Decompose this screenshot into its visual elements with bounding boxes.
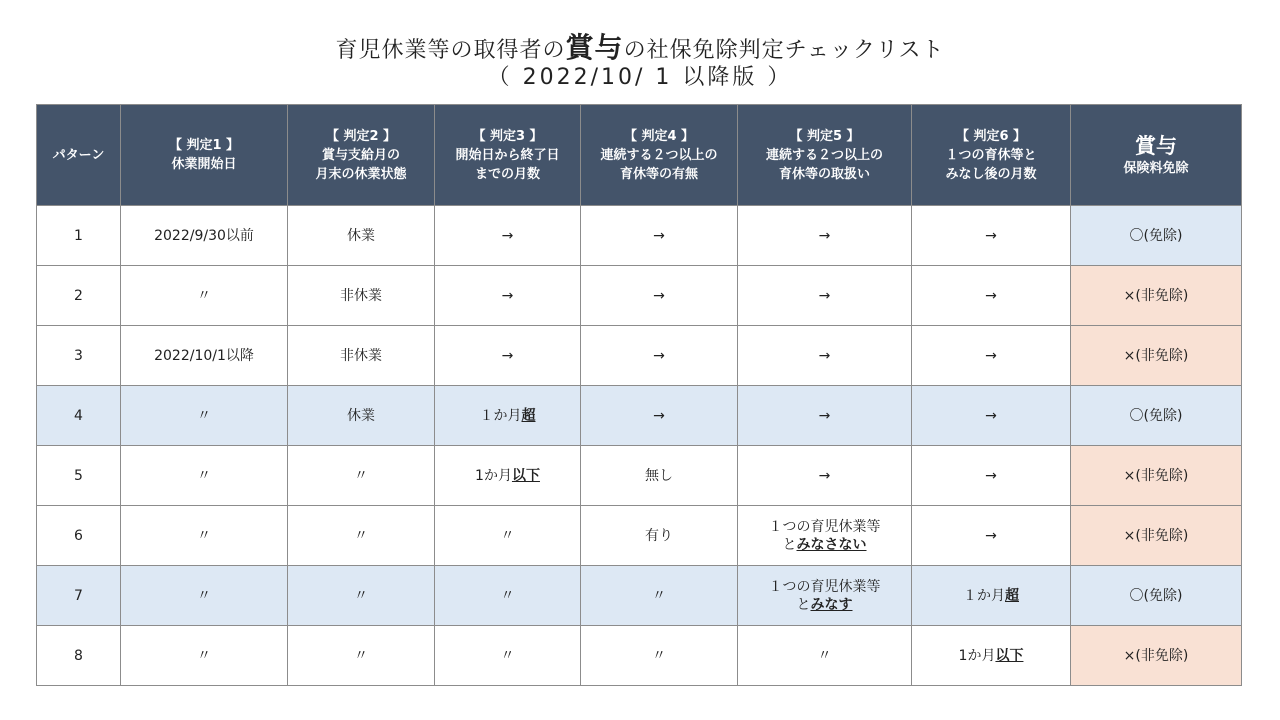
cell-j1: 〃: [121, 266, 288, 326]
cell-j6: 1か月以下: [912, 626, 1071, 686]
cell-j5: →: [738, 446, 912, 506]
cell-j3: 〃: [435, 506, 581, 566]
checklist-table: [36, 104, 1242, 686]
header-result: 賞与 保険料免除: [1071, 105, 1242, 206]
header-pattern: パターン: [37, 105, 121, 206]
cell-result: 〇(免除): [1071, 566, 1242, 626]
header-j4: 【 判定4 】 連続する２つ以上の 育休等の有無: [581, 105, 738, 206]
cell-j6: １か月超: [912, 566, 1071, 626]
cell-j6: →: [912, 326, 1071, 386]
cell-j1: 〃: [121, 386, 288, 446]
cell-j4: →: [581, 326, 738, 386]
table-row: [37, 206, 1242, 266]
cell-j2: 休業: [288, 206, 435, 266]
cell-pattern: 7: [37, 566, 121, 626]
cell-pattern: 6: [37, 506, 121, 566]
title-emphasis: 賞与: [565, 31, 624, 64]
header-j5: 【 判定5 】 連続する２つ以上の 育休等の取扱い: [738, 105, 912, 206]
title-prefix: 育児休業等の取得者の: [335, 38, 566, 63]
cell-result: ×(非免除): [1071, 626, 1242, 686]
cell-result: 〇(免除): [1071, 206, 1242, 266]
cell-j2: 非休業: [288, 266, 435, 326]
cell-j4: →: [581, 206, 738, 266]
table-row: [37, 566, 1242, 626]
header-j3: 【 判定3 】 開始日から終了日 までの月数: [435, 105, 581, 206]
cell-j2: 非休業: [288, 326, 435, 386]
cell-j3: →: [435, 326, 581, 386]
cell-j4: 〃: [581, 626, 738, 686]
cell-j4: →: [581, 386, 738, 446]
cell-pattern: 4: [37, 386, 121, 446]
cell-j2: 〃: [288, 566, 435, 626]
cell-j5: →: [738, 326, 912, 386]
cell-result: 〇(免除): [1071, 386, 1242, 446]
header-j6: 【 判定6 】 １つの育休等と みなし後の月数: [912, 105, 1071, 206]
cell-j4: →: [581, 266, 738, 326]
cell-j3: 〃: [435, 626, 581, 686]
cell-j1: 〃: [121, 626, 288, 686]
cell-result: ×(非免除): [1071, 266, 1242, 326]
cell-j5: １つの育児休業等 とみなさない: [738, 506, 912, 566]
cell-j6: →: [912, 506, 1071, 566]
cell-pattern: 1: [37, 206, 121, 266]
cell-j4: 無し: [581, 446, 738, 506]
cell-j3: 〃: [435, 566, 581, 626]
cell-j2: 〃: [288, 446, 435, 506]
table-row: [37, 326, 1242, 386]
cell-j1: 〃: [121, 566, 288, 626]
cell-pattern: 5: [37, 446, 121, 506]
cell-j5: →: [738, 386, 912, 446]
cell-j5: 〃: [738, 626, 912, 686]
cell-j5: １つの育児休業等 とみなす: [738, 566, 912, 626]
header-j2: 【 判定2 】 賞与支給月の 月末の休業状態: [288, 105, 435, 206]
table-row: [37, 386, 1242, 446]
cell-j3: 1か月以下: [435, 446, 581, 506]
page-subtitle: （ 2022/10/ 1 以降版 ）: [487, 65, 793, 90]
cell-j5: →: [738, 206, 912, 266]
cell-j6: →: [912, 266, 1071, 326]
cell-j6: →: [912, 386, 1071, 446]
cell-j6: →: [912, 446, 1071, 506]
cell-j6: →: [912, 206, 1071, 266]
page-title: [0, 33, 1280, 66]
cell-result: ×(非免除): [1071, 326, 1242, 386]
cell-result: ×(非免除): [1071, 506, 1242, 566]
cell-j3: →: [435, 266, 581, 326]
cell-j5: →: [738, 266, 912, 326]
cell-j3: →: [435, 206, 581, 266]
cell-pattern: 3: [37, 326, 121, 386]
cell-j1: 〃: [121, 446, 288, 506]
cell-j1: 2022/10/1以降: [121, 326, 288, 386]
cell-pattern: 2: [37, 266, 121, 326]
table-row: [37, 446, 1242, 506]
cell-result: ×(非免除): [1071, 446, 1242, 506]
table-row: [37, 626, 1242, 686]
header-j1: 【 判定1 】 休業開始日: [121, 105, 288, 206]
cell-j1: 〃: [121, 506, 288, 566]
cell-pattern: 8: [37, 626, 121, 686]
cell-j2: 〃: [288, 626, 435, 686]
cell-j3: １か月超: [435, 386, 581, 446]
header-row: [37, 105, 1242, 206]
cell-j4: 有り: [581, 506, 738, 566]
cell-j1: 2022/9/30以前: [121, 206, 288, 266]
cell-j4: 〃: [581, 566, 738, 626]
table-row: [37, 266, 1242, 326]
cell-j2: 〃: [288, 506, 435, 566]
table-row: [37, 506, 1242, 566]
title-suffix: の社保免除判定チェックリスト: [623, 38, 945, 63]
cell-j2: 休業: [288, 386, 435, 446]
